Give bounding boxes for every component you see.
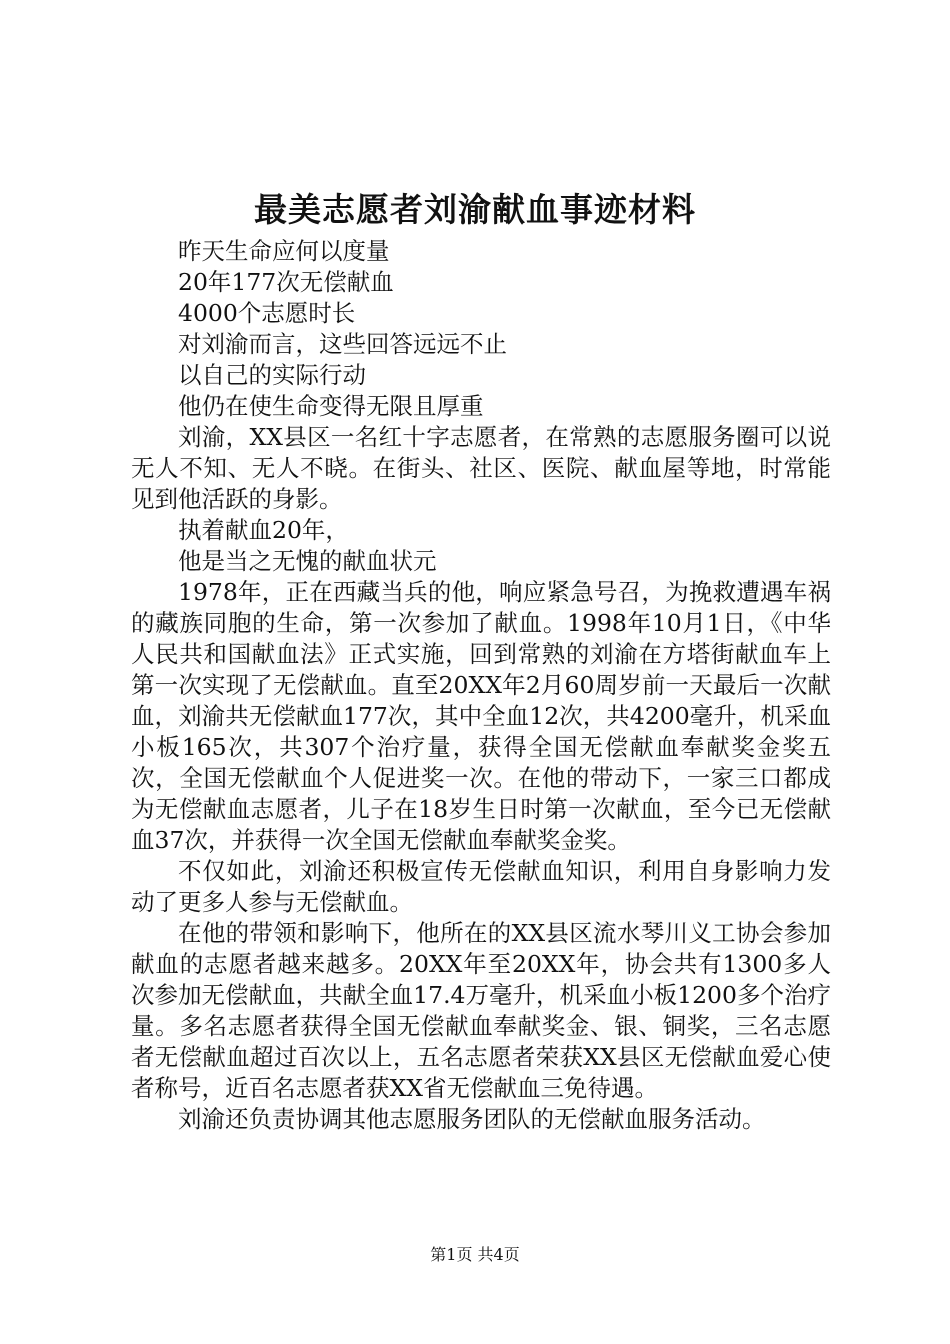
paragraph: 不仅如此，刘渝还积极宣传无偿献血知识，利用自身影响力发动了更多人参与无偿献血。 [131,857,831,916]
page-number-footer: 第1页 共4页 [430,1245,520,1264]
paragraph: 以自己的实际行动 [178,361,366,389]
paragraph: 4000个志愿时长 [178,299,356,327]
paragraph: 执着献血20年， [178,516,349,544]
paragraph: 他仍在使生命变得无限且厚重 [178,392,484,420]
paragraph: 刘渝，XX县区一名红十字志愿者，在常熟的志愿服务圈可以说无人不知、无人不晓。在街头、社区、医院、献血屋等地，时常能见到他活跃的身影。 [131,423,831,513]
paragraph: 昨天生命应何以度量 [178,237,390,265]
paragraph: 刘渝还负责协调其他志愿服务团队的无偿献血服务活动。 [178,1105,766,1133]
document-title: 最美志愿者刘渝献血事迹材料 [254,190,696,229]
paragraph: 在他的带领和影响下，他所在的XX县区流水琴川义工协会参加献血的志愿者越来越多。20XX年至20XX年，协会共有1300多人次参加无偿献血，共献全血17.4万毫升，机采血小板1200多个治疗量。多名志愿者获得全国无偿献血奉献奖金、银、铜奖，三名志愿者无偿献血超过百次以上，五名志愿者荣获XX县区无偿献血爱心使者称号，近百名志愿者获XX省无偿献血三免待遇。 [131,919,831,1102]
document-body [131,236,831,1135]
paragraph: 他是当之无愧的献血状元 [178,547,437,575]
paragraph: 对刘渝而言，这些回答远远不止 [178,330,507,358]
paragraph: 1978年，正在西藏当兵的他，响应紧急号召，为挽救遭遇车祸的藏族同胞的生命，第一次参加了献血。1998年10月1日，《中华人民共和国献血法》正式实施，回到常熟的刘渝在方塔街献血车上第一次实现了无偿献血。直至20XX年2月60周岁前一天最后一次献血，刘渝共无偿献血177次，其中全血12次，共4200毫升，机采血小板165次，共307个治疗量，获得全国无偿献血奉献奖金奖五次，全国无偿献血个人促进奖一次。在他的带动下，一家三口都成为无偿献血志愿者，儿子在18岁生日时第一次献血，至今已无偿献血37次，并获得一次全国无偿献血奉献奖金奖。 [131,578,831,854]
paragraph: 20年177次无偿献血 [178,268,394,296]
